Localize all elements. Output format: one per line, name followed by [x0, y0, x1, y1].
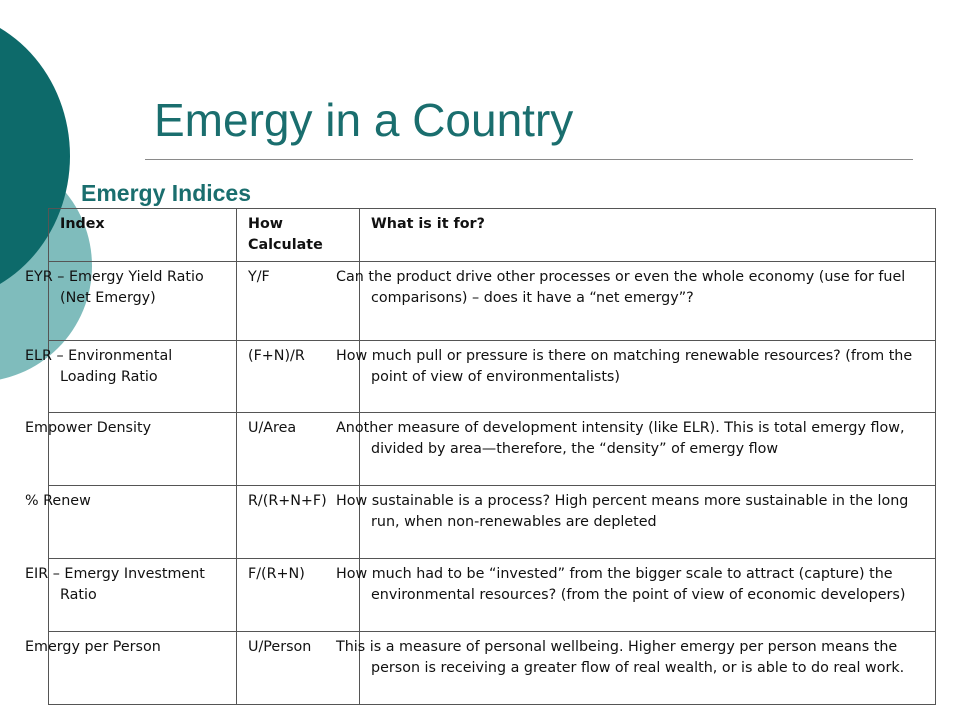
cell-calc: U/Person [237, 632, 360, 705]
cell-index: % Renew [49, 486, 237, 559]
header-index: Index [49, 209, 237, 262]
table-row [49, 486, 936, 559]
cell-calc: (F+N)/R [237, 341, 360, 413]
header-how-calculate: How Calculate [237, 209, 360, 262]
emergy-indices-table [25, 208, 936, 705]
cell-index: Empower Density [49, 413, 237, 486]
cell-calc: U/Area [237, 413, 360, 486]
cell-purpose: How much had to be “invested” from the bigger scale to attract (capture) the environmental resources? (from the point of view of economic developers) [360, 559, 936, 632]
cell-purpose: How sustainable is a process? High percent means more sustainable in the long run, when non-renewables are depleted [360, 486, 936, 559]
slide-subtitle: Emergy Indices [81, 180, 252, 206]
cell-purpose: How much pull or pressure is there on matching renewable resources? (from the point of view of environmentalists) [360, 341, 936, 413]
header-what-is-it-for: What is it for? [360, 209, 936, 262]
cell-index: EIR – Emergy Investment Ratio [49, 559, 237, 632]
cell-calc: F/(R+N) [237, 559, 360, 632]
table-row [49, 262, 936, 341]
cell-index: Emergy per Person [49, 632, 237, 705]
cell-index: EYR – Emergy Yield Ratio (Net Emergy) [49, 262, 237, 341]
cell-calc: R/(R+N+F) [237, 486, 360, 559]
cell-purpose: This is a measure of personal wellbeing. Higher emergy per person means the person is receiving a greater flow of real wealth, or is able to do real work. [360, 632, 936, 705]
table-row [49, 632, 936, 705]
cell-calc: Y/F [237, 262, 360, 341]
table-row [49, 413, 936, 486]
cell-purpose: Another measure of development intensity (like ELR). This is total emergy flow, divided by area—therefore, the “density” of emergy flow [360, 413, 936, 486]
title-divider [145, 159, 913, 160]
table-row [49, 559, 936, 632]
slide-title: Emergy in a Country [154, 94, 574, 146]
table-row [49, 341, 936, 413]
cell-index: ELR – Environmental Loading Ratio [49, 341, 237, 413]
table-header-row [49, 209, 936, 262]
cell-purpose: Can the product drive other processes or even the whole economy (use for fuel comparisons) – does it have a “net emergy”? [360, 262, 936, 341]
